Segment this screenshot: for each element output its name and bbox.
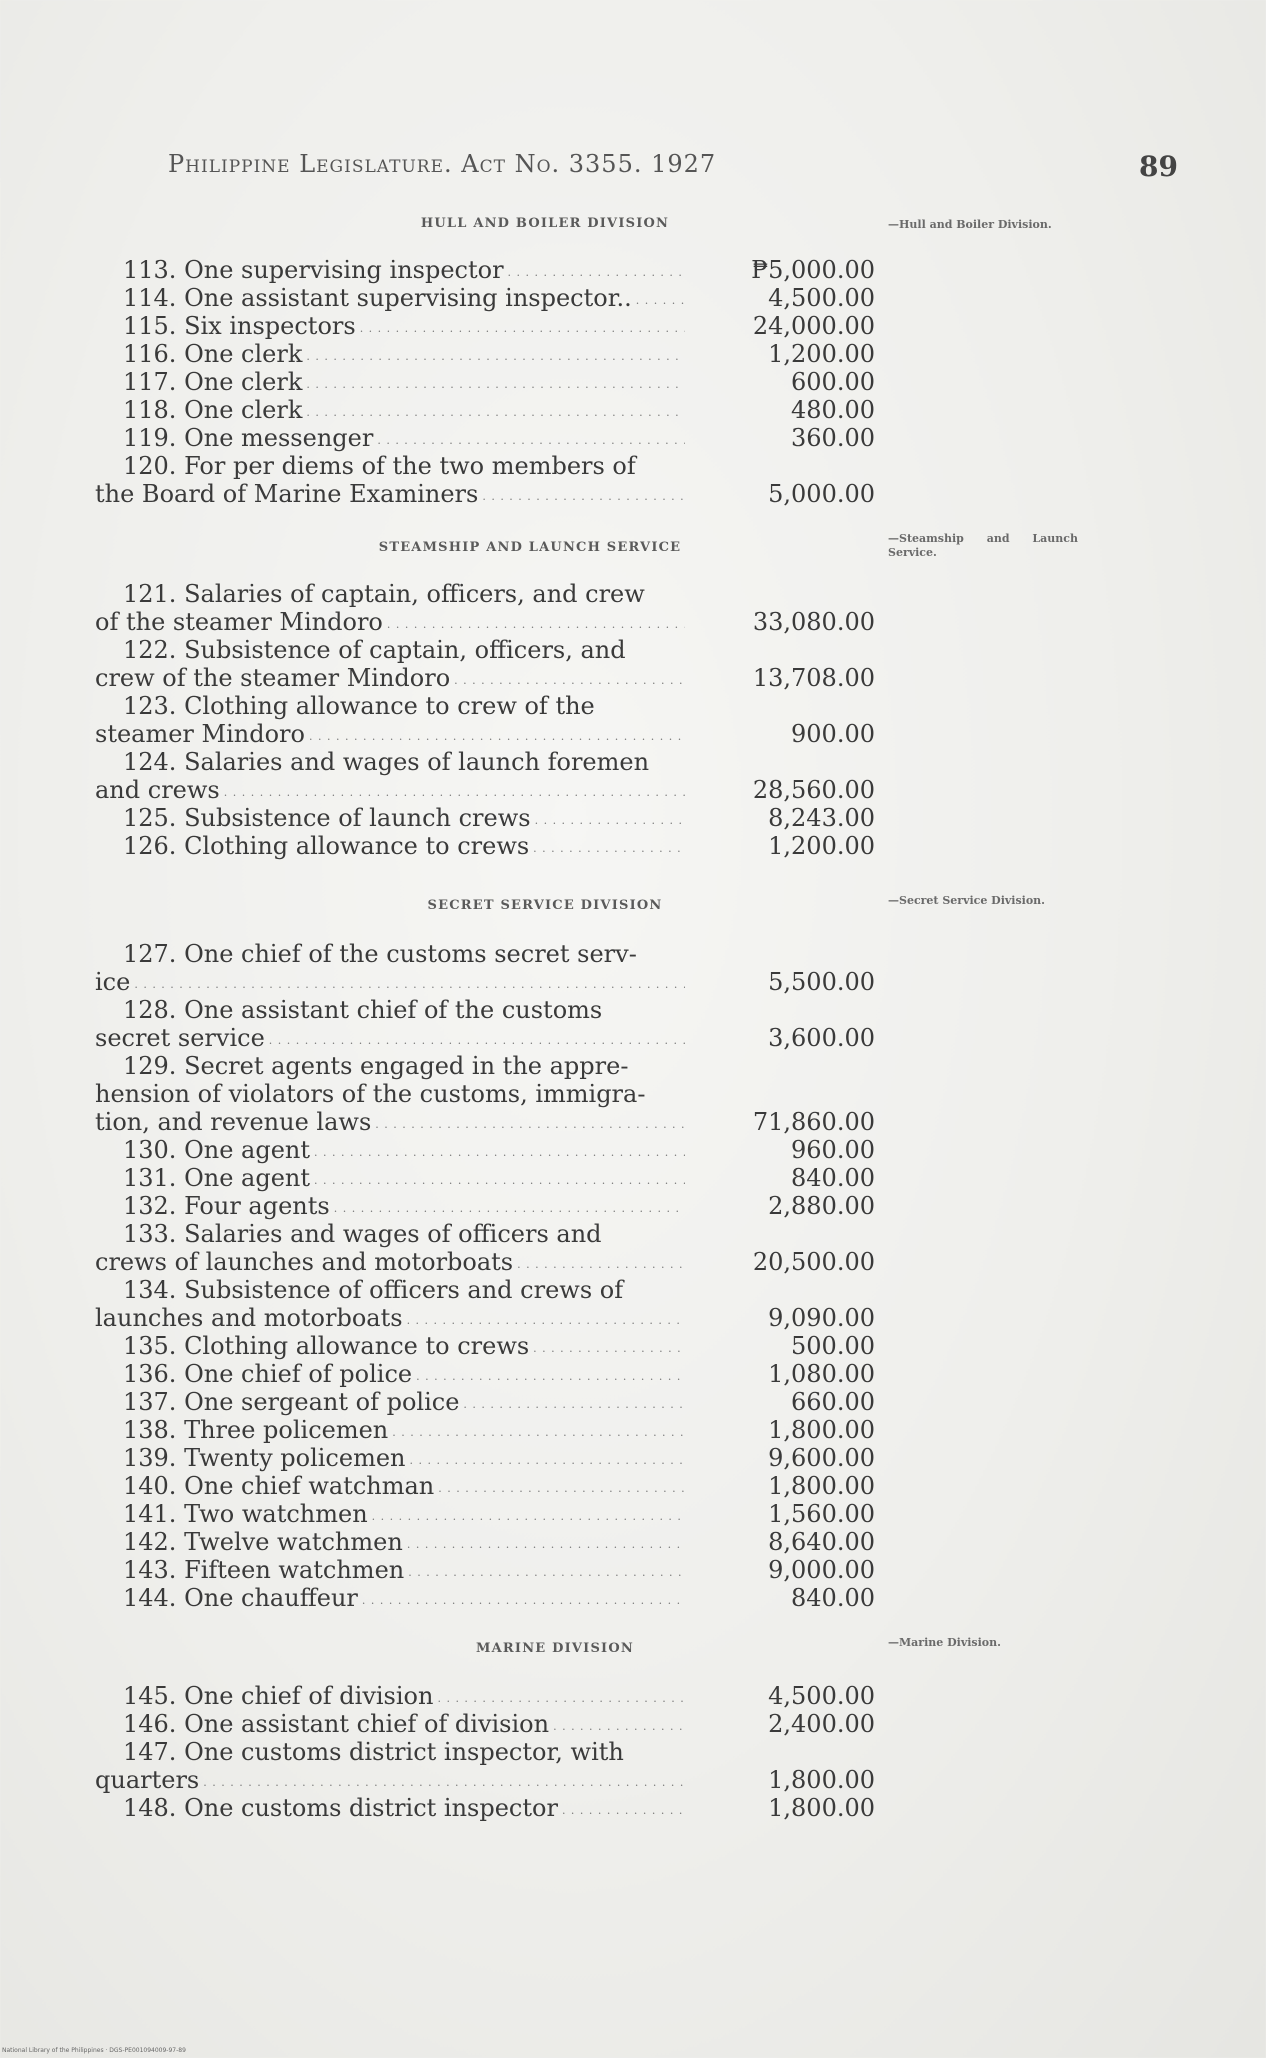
line-item — [95, 1738, 875, 1794]
section-heading-secret: SECRET SERVICE DIVISION — [427, 898, 663, 913]
line-item — [95, 996, 875, 1052]
item-amount: 13,708.00 — [752, 664, 875, 692]
item-amount: 28,560.00 — [752, 776, 875, 804]
line-item — [95, 1136, 875, 1164]
item-amount: 9,600.00 — [768, 1444, 875, 1472]
item-amount: 1,800.00 — [768, 1472, 875, 1500]
item-text-line: 144. One chauffeur . . . — [95, 1584, 685, 1612]
item-text-line: 129. Secret agents engaged in the appre- — [123, 1052, 629, 1080]
item-text-line: 148. One customs district inspector . . . — [95, 1794, 685, 1822]
item-amount: 1,800.00 — [768, 1794, 875, 1822]
footer-credit: National Library of the Philippines · DGS-PE001094009-97-89 — [2, 2047, 186, 2054]
item-text-line: 123. Clothing allowance to crew of the — [123, 692, 595, 720]
line-item — [95, 1192, 875, 1220]
line-item — [95, 368, 875, 396]
line-item — [95, 1472, 875, 1500]
line-item — [95, 452, 875, 508]
item-text-line: 147. One customs district inspector, with — [123, 1738, 624, 1766]
line-item — [95, 1556, 875, 1584]
line-item — [95, 832, 875, 860]
line-item — [95, 1584, 875, 1612]
line-item — [95, 1220, 875, 1276]
item-text-line: the Board of Marine Examiners . . . — [95, 480, 685, 508]
side-note-marine: —Marine Division. — [888, 1636, 1001, 1649]
item-text-line: 117. One clerk . . . — [95, 368, 685, 396]
item-amount: ₱5,000.00 — [751, 256, 875, 284]
item-text-line: hension of violators of the customs, immigra- — [95, 1080, 646, 1108]
line-item — [95, 256, 875, 284]
item-amount: 24,000.00 — [752, 312, 875, 340]
line-item — [95, 1052, 875, 1136]
side-note-steamship: —Steamship and Launch Service. — [888, 532, 1078, 559]
line-item — [95, 1164, 875, 1192]
item-amount: 3,600.00 — [768, 1024, 875, 1052]
item-text-line: 122. Subsistence of captain, officers, and — [123, 636, 626, 664]
item-amount: 4,500.00 — [768, 284, 875, 312]
item-text-line: crews of launches and motorboats . . . — [95, 1248, 685, 1276]
item-amount: 960.00 — [791, 1136, 875, 1164]
item-text-line: 145. One chief of division . . . — [95, 1682, 685, 1710]
line-item — [95, 1710, 875, 1738]
item-text-line: 146. One assistant chief of division . . . — [95, 1710, 685, 1738]
item-text-line: 118. One clerk . . . — [95, 396, 685, 424]
line-item — [95, 940, 875, 996]
line-item — [95, 312, 875, 340]
item-amount: 8,243.00 — [768, 804, 875, 832]
item-amount: 9,090.00 — [768, 1304, 875, 1332]
item-amount: 1,080.00 — [768, 1360, 875, 1388]
item-text-line: ice . . . — [95, 968, 685, 996]
item-amount: 9,000.00 — [768, 1556, 875, 1584]
item-amount: 900.00 — [791, 720, 875, 748]
item-amount: 71,860.00 — [752, 1108, 875, 1136]
line-item — [95, 804, 875, 832]
item-text-line: launches and motorboats . . . — [95, 1304, 685, 1332]
item-text-line: 128. One assistant chief of the customs — [123, 996, 603, 1024]
item-text-line: 124. Salaries and wages of launch foremen — [123, 748, 650, 776]
item-amount: 1,800.00 — [768, 1416, 875, 1444]
item-text-line: steamer Mindoro . . . — [95, 720, 685, 748]
item-text-line: 140. One chief watchman . . . — [95, 1472, 685, 1500]
item-text-line: 127. One chief of the customs secret serv- — [123, 940, 637, 968]
item-text-line: 116. One clerk . . . — [95, 340, 685, 368]
item-amount: 4,500.00 — [768, 1682, 875, 1710]
line-item — [95, 284, 875, 312]
line-item — [95, 424, 875, 452]
line-item — [95, 1794, 875, 1822]
line-item — [95, 1528, 875, 1556]
item-amount: 480.00 — [791, 396, 875, 424]
page-header — [168, 150, 1178, 190]
item-text-line: 138. Three policemen . . . — [95, 1416, 685, 1444]
item-amount: 1,200.00 — [768, 832, 875, 860]
section-heading-marine: MARINE DIVISION — [476, 1641, 634, 1656]
item-text-line: and crews . . . — [95, 776, 685, 804]
item-amount: 20,500.00 — [752, 1248, 875, 1276]
line-item — [95, 636, 875, 692]
side-note-hull: —Hull and Boiler Division. — [888, 218, 1052, 231]
item-text-line: 130. One agent . . . — [95, 1136, 685, 1164]
item-text-line: crew of the steamer Mindoro . . . — [95, 664, 685, 692]
item-text-line: 113. One supervising inspector . . . — [95, 256, 685, 284]
item-amount: 5,500.00 — [768, 968, 875, 996]
line-item — [95, 1332, 875, 1360]
item-amount: 2,880.00 — [768, 1192, 875, 1220]
item-text-line: 139. Twenty policemen . . . — [95, 1444, 685, 1472]
item-amount: 1,200.00 — [768, 340, 875, 368]
item-text-line: quarters . . . — [95, 1766, 685, 1794]
item-amount: 840.00 — [791, 1584, 875, 1612]
item-text-line: 143. Fifteen watchmen . . . — [95, 1556, 685, 1584]
item-amount: 500.00 — [791, 1332, 875, 1360]
item-text-line: 114. One assistant supervising inspector.. . . . — [95, 284, 685, 312]
page-number: 89 — [1139, 150, 1178, 183]
line-item — [95, 1500, 875, 1528]
item-text-line: secret service . . . — [95, 1024, 685, 1052]
item-text-line: 133. Salaries and wages of officers and — [123, 1220, 602, 1248]
item-amount: 1,800.00 — [768, 1766, 875, 1794]
item-text-line: 132. Four agents . . . — [95, 1192, 685, 1220]
item-amount: 360.00 — [791, 424, 875, 452]
section-heading-steamship: STEAMSHIP AND LAUNCH SERVICE — [378, 540, 682, 555]
line-item — [95, 1276, 875, 1332]
item-text-line: 119. One messenger . . . — [95, 424, 685, 452]
item-text-line: 137. One sergeant of police . . . — [95, 1388, 685, 1416]
running-title: Philippine Legislature. Act No. 3355. 1927 — [168, 150, 717, 178]
item-text-line: 126. Clothing allowance to crews . . . — [95, 832, 685, 860]
item-text-line: 120. For per diems of the two members of — [123, 452, 636, 480]
item-amount: 840.00 — [791, 1164, 875, 1192]
item-amount: 600.00 — [791, 368, 875, 396]
item-amount: 660.00 — [791, 1388, 875, 1416]
item-amount: 1,560.00 — [768, 1500, 875, 1528]
item-text-line: 135. Clothing allowance to crews . . . — [95, 1332, 685, 1360]
item-text-line: 134. Subsistence of officers and crews of — [123, 1276, 624, 1304]
item-text-line: of the steamer Mindoro . . . — [95, 608, 685, 636]
item-amount: 5,000.00 — [768, 480, 875, 508]
line-item — [95, 748, 875, 804]
line-item — [95, 396, 875, 424]
line-item — [95, 1444, 875, 1472]
item-text-line: 131. One agent . . . — [95, 1164, 685, 1192]
item-text-line: tion, and revenue laws . . . — [95, 1108, 685, 1136]
section-heading-hull: HULL AND BOILER DIVISION — [420, 216, 670, 231]
item-amount: 33,080.00 — [752, 608, 875, 636]
line-item — [95, 1388, 875, 1416]
item-text-line: 142. Twelve watchmen . . . — [95, 1528, 685, 1556]
item-text-line: 121. Salaries of captain, officers, and crew — [123, 580, 645, 608]
item-text-line: 136. One chief of police . . . — [95, 1360, 685, 1388]
line-item — [95, 580, 875, 636]
line-item — [95, 1360, 875, 1388]
line-item — [95, 1416, 875, 1444]
item-text-line: 125. Subsistence of launch crews . . . — [95, 804, 685, 832]
line-item — [95, 340, 875, 368]
line-item — [95, 692, 875, 748]
item-text-line: 141. Two watchmen . . . — [95, 1500, 685, 1528]
item-amount: 2,400.00 — [768, 1710, 875, 1738]
item-amount: 8,640.00 — [768, 1528, 875, 1556]
item-text-line: 115. Six inspectors . . . — [95, 312, 685, 340]
line-item — [95, 1682, 875, 1710]
side-note-secret: —Secret Service Division. — [888, 894, 1046, 907]
